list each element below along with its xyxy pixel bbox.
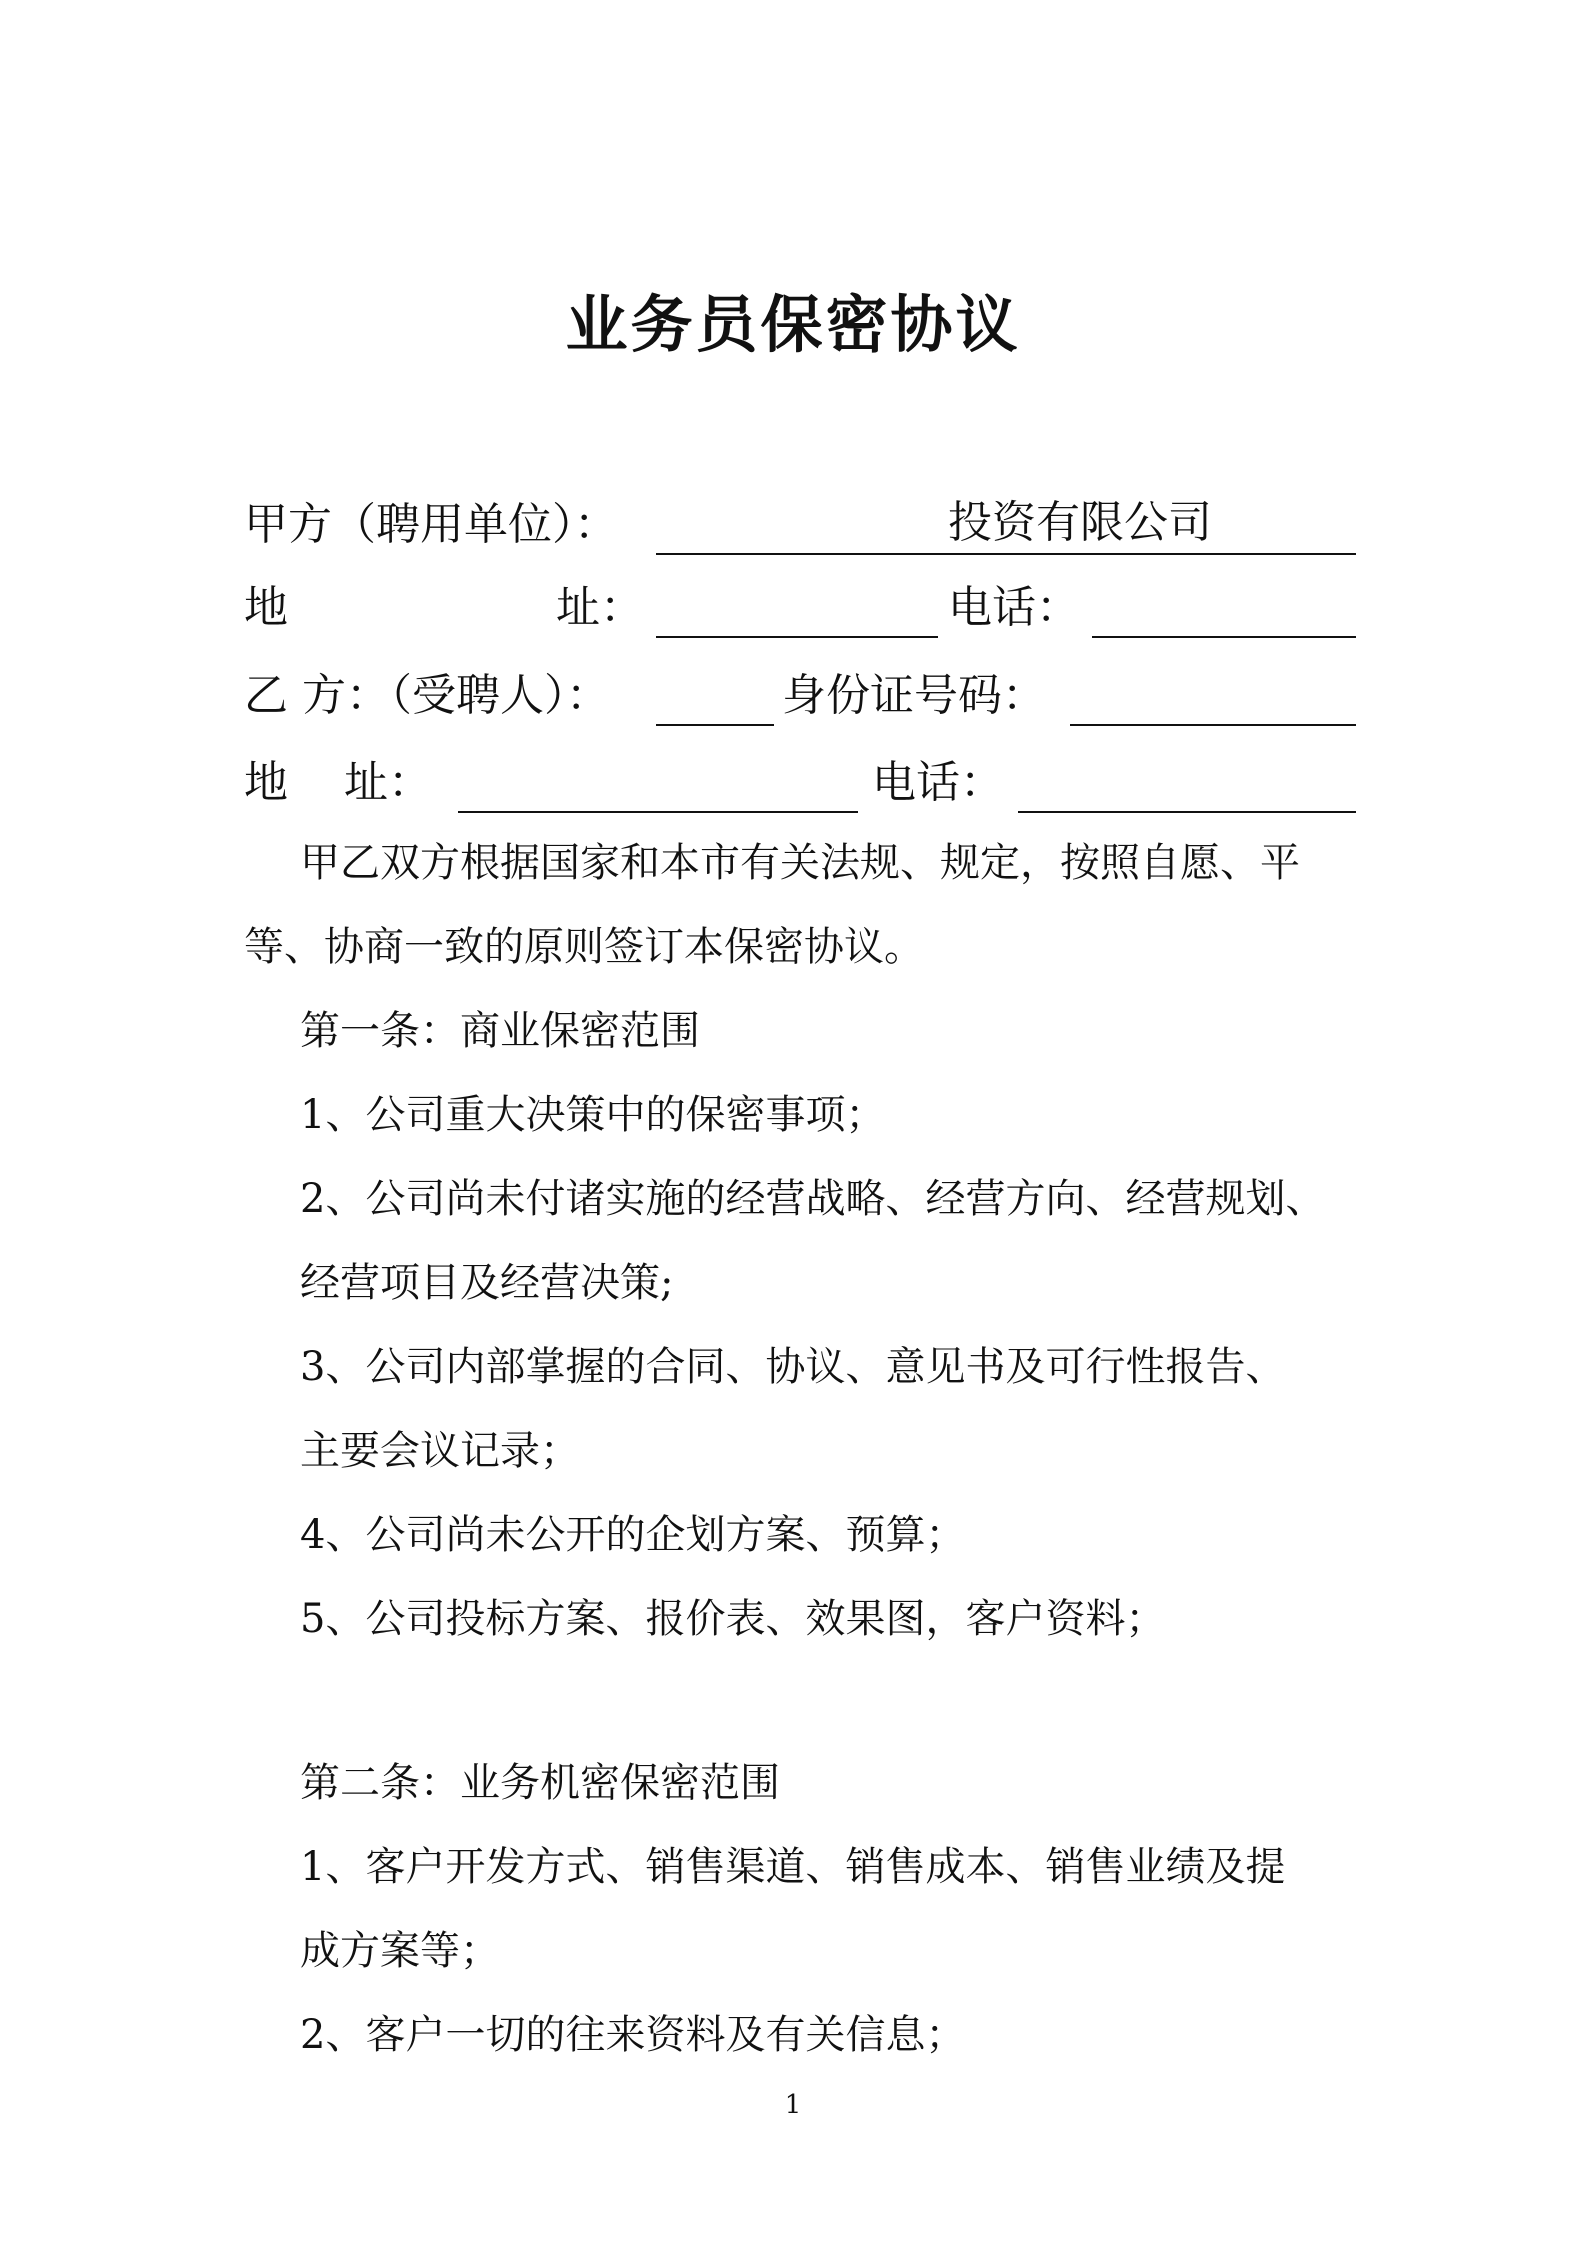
address-a-label-char2: 址：	[556, 582, 644, 633]
party-a-company: 投资有限公司	[948, 497, 1212, 548]
party-a-label: 甲方（聘用单位）：	[244, 499, 618, 550]
intro-line-2: 等、协商一致的原则签订本保密协议。	[244, 924, 924, 970]
article-1-item-1: 1、公司重大决策中的保密事项；	[300, 1092, 886, 1138]
article-1-heading: 第一条：商业保密范围	[300, 1008, 700, 1054]
article-1-item-2-line-2: 经营项目及经营决策;	[300, 1260, 674, 1306]
article-2-item-1-line-1: 1、客户开发方式、销售渠道、销售成本、销售业绩及提	[300, 1844, 1286, 1890]
id-number-label: 身份证号码：	[782, 670, 1046, 721]
phone-a-field	[1092, 578, 1356, 638]
id-number-field	[1070, 666, 1356, 726]
article-1-item-5: 5、公司投标方案、报价表、效果图，客户资料；	[300, 1596, 1166, 1642]
article-2-item-2: 2、客户一切的往来资料及有关信息；	[300, 2012, 966, 2058]
article-1-item-3-line-1: 3、公司内部掌握的合同、协议、意见书及可行性报告、	[300, 1344, 1286, 1390]
article-1-item-4: 4、公司尚未公开的企划方案、预算；	[300, 1512, 966, 1558]
phone-b-label: 电话：	[872, 757, 1004, 808]
phone-b-field	[1018, 753, 1356, 813]
party-b-label: 乙 方：（受聘人）：	[244, 670, 610, 721]
address-a-field	[656, 578, 938, 638]
party-b-name-field	[656, 666, 774, 726]
page-number: 1	[784, 2090, 802, 2120]
article-2-heading: 第二条：业务机密保密范围	[300, 1760, 780, 1806]
article-1-item-3-line-2: 主要会议记录；	[300, 1428, 580, 1474]
address-b-label: 地 址：	[244, 757, 432, 808]
document-title: 业务员保密协议	[565, 288, 1021, 361]
article-1-item-2-line-1: 2、公司尚未付诸实施的经营战略、经营方向、经营规划、	[300, 1176, 1326, 1222]
address-b-field	[458, 753, 858, 813]
address-a-label-char1: 地	[244, 582, 288, 633]
intro-line-1: 甲乙双方根据国家和本市有关法规、规定，按照自愿、平	[300, 840, 1300, 886]
phone-a-label: 电话：	[948, 582, 1080, 633]
article-2-item-1-line-2: 成方案等；	[300, 1928, 500, 1974]
